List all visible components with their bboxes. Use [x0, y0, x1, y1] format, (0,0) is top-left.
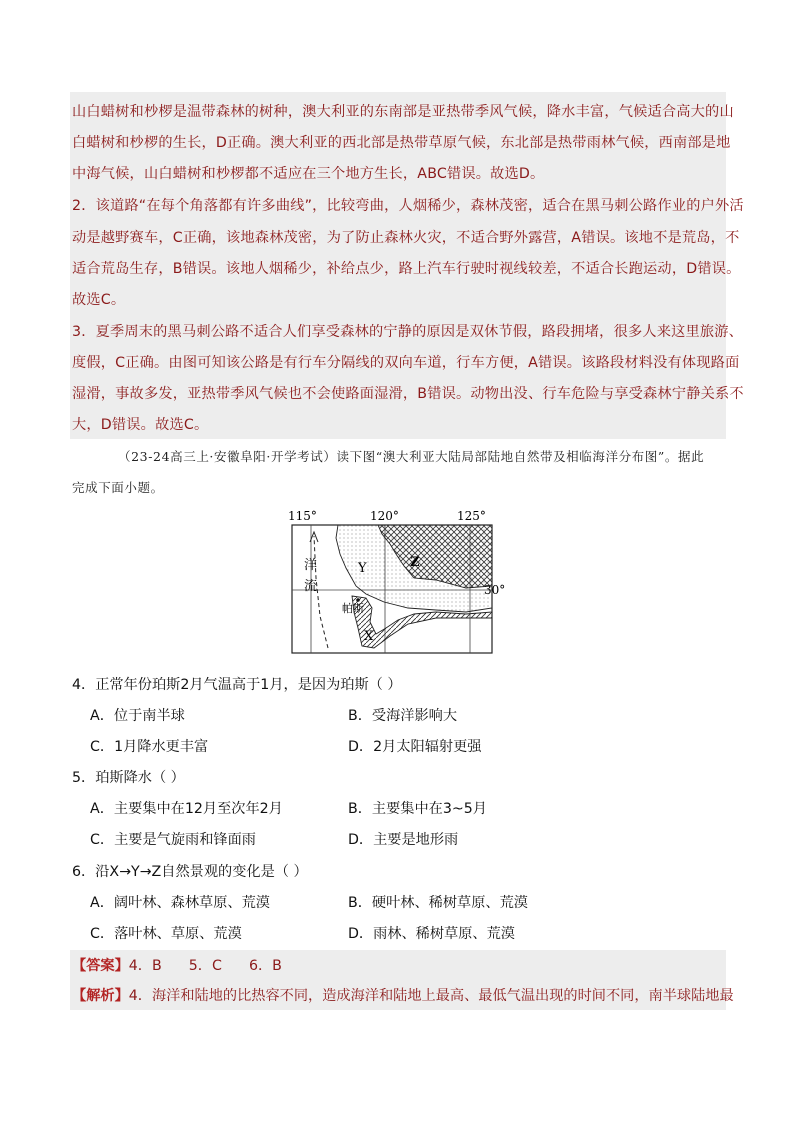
explanation-line: 中海气候，山白蜡树和杪椤都不适应在三个地方生长，ABC错误。故选D。 — [72, 166, 545, 182]
explanation-line: 山白蜡树和杪椤是温带森林的树种，澳大利亚的东南部是亚热带季风气候，降水丰富，气候适合高大的山 — [72, 104, 734, 120]
perth-marker — [356, 598, 360, 602]
question-4-stem: 4．正常年份珀斯2月气温高于1月，是因为珀斯（ ） — [72, 677, 402, 693]
question-6-option-d: D．雨林、稀树草原、荒漠 — [348, 926, 515, 942]
question-5-option-d: D．主要是地形雨 — [348, 832, 459, 848]
question-6-stem: 6．沿X→Y→Z自然景观的变化是（ ） — [72, 864, 308, 880]
city-label-perth: 帕斯 — [342, 602, 364, 615]
question-4-option-d: D．2月太阳辐射更强 — [348, 739, 482, 755]
explanation-line: 大，D错误。故选C。 — [72, 417, 209, 433]
zone-x-label: X — [364, 629, 374, 644]
answer-text: 4．B 5．C 6．B — [128, 958, 282, 974]
answer-label: 【答案】 — [72, 958, 129, 974]
lon-label-115: 115° — [288, 509, 317, 523]
question-5-option-a: A．主要集中在12月至次年2月 — [90, 801, 283, 817]
current-label-1: 洋 — [304, 558, 318, 573]
lon-label-125: 125° — [457, 509, 486, 523]
question-6-option-b: B．硬叶林、稀树草原、荒漠 — [348, 895, 528, 911]
explanation-line: 适合荒岛生存，B错误。该地人烟稀少，补给点少，路上汽车行驶时视线较差，不适合长跑运动，D错误。 — [72, 261, 741, 277]
explanation-line: 3．夏季周末的黑马刺公路不适合人们享受森林的宁静的原因是双休节假，路段拥堵，很多人来这里旅游、 — [72, 324, 744, 340]
explanation-line: 湿滑，事故多发，亚热带季风气候也不会使路面湿滑，B错误。动物出没、行车危险与享受森林宁静关系不 — [72, 386, 744, 402]
lon-label-120: 120° — [370, 509, 399, 523]
explanation-line: 2．该道路“在每个角落都有许多曲线”，比较弯曲，人烟稀少，森林茂密，适合在黑马刺公路作业的户外活 — [72, 198, 744, 214]
question-6-option-c: C．落叶林、草原、荒漠 — [90, 926, 242, 942]
analysis-label: 【解析】 — [72, 988, 129, 1004]
current-label-2: 流 — [304, 579, 318, 594]
question-4-option-b: B．受海洋影响大 — [348, 708, 458, 724]
zone-z-label: Z — [410, 555, 420, 570]
zone-y-label: Y — [358, 561, 367, 576]
lat-label-30: 30° — [484, 583, 506, 597]
explanation-line: 度假，C正确。由图可知该公路是有行车分隔线的双向车道，行车方便，A错误。该路段材料没有体现路面 — [72, 355, 740, 371]
question-6-option-a: A．阔叶林、森林草原、荒漠 — [90, 895, 270, 911]
answer-line — [72, 955, 282, 975]
question-intro-cont: 完成下面小题。 — [72, 480, 164, 495]
analysis-text: 4．海洋和陆地的比热容不同，造成海洋和陆地上最高、最低气温出现的时间不同，南半球陆地最 — [128, 988, 734, 1004]
question-intro: （23-24高三上·安徽阜阳·开学考试）读下图“澳大利亚大陆局部陆地自然带及相临海洋分布图”。据此 — [118, 449, 705, 464]
explanation-line: 动是越野赛车，C正确，该地森林茂密，为了防止森林火灾，不适合野外露营，A错误。该地不是荒岛，不 — [72, 230, 740, 246]
question-4-option-a: A．位于南半球 — [90, 708, 185, 724]
analysis-line — [72, 985, 734, 1005]
australia-map-figure — [286, 508, 506, 660]
question-5-option-b: B．主要集中在3~5月 — [348, 801, 487, 817]
question-5-stem: 5．珀斯降水（ ） — [72, 770, 185, 786]
explanation-line: 白蜡树和杪椤的生长，D正确。澳大利亚的西北部是热带草原气候，东北部是热带雨林气候，西南部是地 — [72, 135, 731, 151]
question-5-option-c: C．主要是气旋雨和锋面雨 — [90, 832, 256, 848]
question-4-option-c: C．1月降水更丰富 — [90, 739, 209, 755]
explanation-line: 故选C。 — [72, 292, 126, 308]
